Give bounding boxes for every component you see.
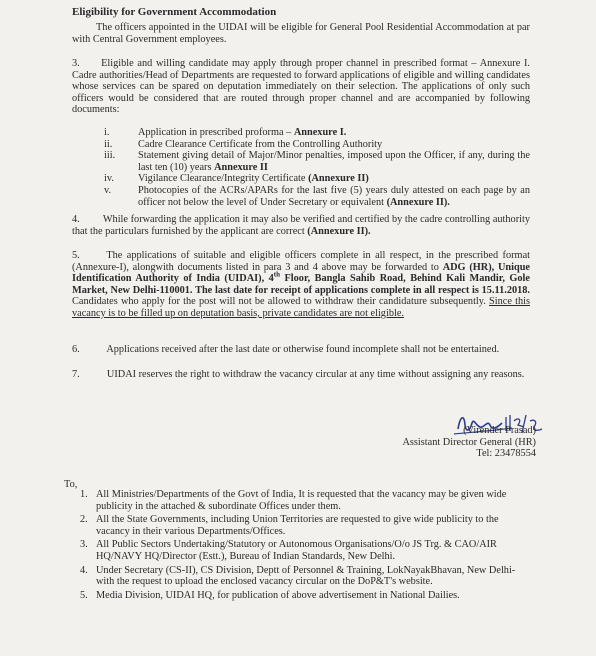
paragraph-7-number: 7.	[72, 369, 80, 380]
list-item-number: v.	[104, 184, 112, 196]
to-label: To,	[64, 479, 78, 490]
section-heading: Eligibility for Government Accommodation	[72, 6, 277, 18]
list-item-text: Photocopies of the ACRs/APARs for the last five (5) years duly attested on each page by an officer not below the level of Under Secretary or equivalent	[138, 184, 530, 208]
paragraph-4	[72, 214, 530, 237]
list-item-number: iv.	[104, 173, 114, 185]
list-item-number: iii.	[104, 150, 116, 162]
list-item-text: Application in prescribed proforma –	[138, 127, 294, 138]
list-item-annexure: Annexure II	[214, 161, 268, 173]
paragraph-5-eligibility-note: Since this vacancy is to be filled up on deputation basis, private candidates are not eligible.	[72, 296, 530, 319]
list-item-text: Media Division, UIDAI HQ, for publication of above advertisement in National Dailies.	[96, 589, 460, 601]
list-item-text: Under Secretary (CS-II), CS Division, Deptt of Personnel & Training, LokNayakBhavan, New Delhi- with the request to upload the enclosed vacancy circular on the DoP&T's website.	[96, 564, 516, 588]
paragraph-3-text: Eligible and willing candidate may apply through proper channel in prescribed format – Annexure I. Cadre authorities/Head of Departments are requested to forward applications of eligible and willing candidates whose services can be spared on deputation immediately on their selection. The applications of only such officers would be considered that are routed through proper channel and are accompanied by following documents:	[72, 58, 530, 116]
signature-block	[402, 425, 536, 460]
list-item	[104, 173, 530, 185]
list-item-number: 5.	[80, 589, 88, 601]
list-item-number: 3.	[80, 539, 88, 551]
list-item	[80, 514, 532, 537]
paragraph-6-number: 6.	[72, 344, 80, 355]
list-item-annexure: (Annexure II)	[308, 173, 369, 185]
distribution-list	[80, 489, 532, 603]
list-item-text: Vigilance Clearance/Integrity Certificate	[138, 173, 309, 185]
paragraph-7-text: UIDAI reserves the right to withdraw the vacancy circular at any time without assigning any reasons.	[106, 369, 525, 380]
list-item	[80, 539, 532, 562]
list-item-annexure: (Annexure II).	[386, 196, 450, 208]
list-item	[104, 185, 530, 208]
list-item-text: All Public Sectors Undertaking/Statutory or Autonomous Organisations/O/o JS Trg. & CAO/AIR HQ/NAVY HQ/Director (Estt.), Bureau of Indian Standards, New Delhi.	[96, 539, 497, 562]
signatory-designation: Assistant Director General (HR)	[402, 436, 536, 448]
paragraph-5-text-continued: Candidates who apply for the post will not be allowed to withdraw their candidature subsequently.	[72, 296, 490, 308]
paragraph-5	[72, 250, 530, 320]
list-item	[80, 565, 532, 588]
list-item	[104, 139, 530, 151]
list-item-number: 1.	[80, 489, 88, 500]
documents-list	[104, 127, 530, 208]
paragraph-6	[72, 344, 530, 356]
list-item-text: Cadre Clearance Certificate from the Controlling Authority	[138, 138, 383, 150]
paragraph-4-number: 4.	[72, 214, 80, 225]
signatory-name: (Virender Prasad)	[463, 425, 536, 436]
paragraph-5-last-date: Floor, Bangla Sahib Road, Behind Kali Mandir, Gole Market, New Delhi-110001. The last date for receipt of applications complete in all respect is 15.11.2018.	[72, 273, 530, 296]
paragraph-5-text: The applications of suitable and eligible officers complete in all respect, in the prescribed format (Annexure-I), alongwith documents listed in para 3 and 4 above may be forwarded to	[72, 250, 530, 273]
list-item-number: ii.	[104, 138, 113, 150]
paragraph-3-number: 3.	[72, 58, 80, 69]
list-item-annexure: Annexure I.	[293, 127, 347, 138]
list-item-number: i.	[104, 127, 110, 138]
paragraph-4-text: While forwarding the application it may also be verified and certified by the cadre controlling authority that the particulars furnished by the applicant are correct	[72, 214, 531, 237]
list-item	[80, 590, 532, 602]
paragraph-3	[72, 58, 530, 116]
accommodation-paragraph: The officers appointed in the UIDAI will be eligible for General Pool Residential Accommodation at par with Central Government employees.	[72, 22, 530, 45]
paragraph-7	[72, 369, 530, 381]
list-item-number: 2.	[80, 514, 88, 526]
paragraph-5-superscript: th	[273, 270, 281, 279]
signatory-telephone: Tel: 23478554	[476, 448, 536, 460]
list-item	[80, 489, 532, 512]
list-item-text: All Ministries/Departments of the Govt of India, It is requested that the vacancy may be given wide publicity in the attached & subordinate Offices under them.	[96, 489, 507, 512]
list-item-text: All the State Governments, including Union Territories are requested to give wide publicity to the vacancy in their various Departments/Offices.	[96, 514, 499, 537]
paragraph-6-text: Applications received after the last date or otherwise found incomplete shall not be entertained.	[106, 344, 500, 355]
list-item-number: 4.	[80, 564, 88, 576]
list-item	[104, 127, 530, 139]
paragraph-5-number: 5.	[72, 250, 80, 261]
list-item-text: Statement giving detail of Major/Minor penalties, imposed upon the Officer, if any, during the last ten (10) years	[138, 150, 530, 173]
list-item	[104, 150, 530, 173]
paragraph-5-address: ADG (HR), Unique Identification Authority of India (UIDAI), 4	[72, 261, 530, 285]
paragraph-4-annexure: (Annexure II).	[307, 225, 371, 237]
